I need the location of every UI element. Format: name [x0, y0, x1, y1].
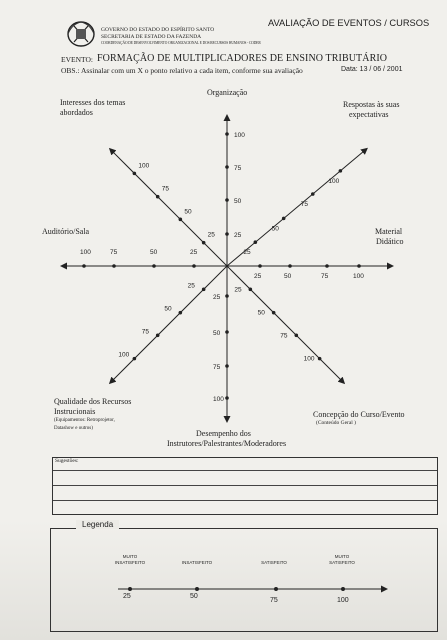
radar-scale-label-respostas-50: 50: [271, 225, 279, 233]
radar-scale-label-qualidade-75: 75: [141, 328, 149, 336]
radar-scale-label-material-25: 25: [254, 273, 262, 280]
org-line-2: SECRETARIA DE ESTADO DA FAZENDA: [101, 34, 202, 40]
radar-scale-label-desempenho-100: 100: [213, 396, 224, 403]
radar-scale-label-respostas-100: 100: [328, 177, 340, 185]
axis-label-qualidade-2: Instrucionais: [54, 407, 96, 416]
radar-scale-label-concepcao-100: 100: [303, 355, 315, 363]
form-title: AVALIAÇÃO DE EVENTOS / CURSOS: [268, 18, 430, 28]
radar-scale-label-material-75: 75: [321, 273, 329, 280]
suggestions-label: Sugestões:: [55, 458, 79, 464]
legend-value-75: 75: [270, 597, 278, 604]
radar-scale-label-interesses-50: 50: [184, 208, 192, 216]
axis-label-respostas-2: expectativas: [349, 110, 389, 119]
legend-point-75: [274, 587, 278, 591]
event-name: FORMAÇÃO DE MULTIPLICADORES DE ENSINO TRIBUTÁRIO: [97, 53, 388, 64]
radar-scale-label-interesses-100: 100: [138, 162, 150, 170]
org-line-1: GOVERNO DO ESTADO DO ESPÍRITO SANTO: [101, 27, 215, 33]
radar-scale-label-interesses-75: 75: [161, 185, 169, 193]
radar-scale-label-auditorio-100: 100: [80, 249, 91, 256]
event-label: EVENTO:: [61, 55, 93, 64]
axis-label-qualidade-3: (Equipamentos: Retroprojetor, Datashow e outros): [54, 418, 115, 431]
legend-value-50: 50: [190, 593, 198, 600]
radar-scale-label-auditorio-25: 25: [190, 249, 198, 256]
axis-label-respostas: Respostas às suas: [343, 100, 400, 109]
legend-item-line2: SATISFEITO: [329, 560, 355, 565]
radar-scale-label-interesses-25: 25: [207, 231, 215, 239]
radar-scale-label-respostas-25: 25: [243, 249, 251, 257]
axis-label-interesses: Interesses dos temas: [60, 98, 126, 107]
radar-scale-label-organizacao-25: 25: [234, 232, 242, 239]
radar-scale-label-respostas-75: 75: [300, 201, 309, 209]
radar-scale-label-material-100: 100: [353, 273, 364, 280]
radar-scale-label-desempenho-75: 75: [213, 364, 221, 371]
radar-scale-label-organizacao-50: 50: [234, 198, 242, 205]
axis-label-organizacao: Organização: [207, 88, 248, 97]
radar-scale-label-organizacao-75: 75: [234, 165, 242, 172]
legend-item-satisfeito: SATISFEITO: [261, 560, 287, 565]
radar-scale-label-qualidade-100: 100: [118, 351, 130, 359]
legend-value-100: 100: [337, 597, 349, 604]
legend-item-line1: MUITO: [122, 554, 138, 559]
axis-label-material: Material: [375, 227, 403, 236]
radar-scale-label-organizacao-100: 100: [234, 132, 245, 139]
instructions-text: OBS.: Assinalar com um X o ponto relativo a cada item, conforme sua avaliação: [61, 66, 303, 75]
radar-scale-label-concepcao-75: 75: [280, 332, 288, 340]
legend-item-line2: INSATISFEITO: [114, 560, 146, 565]
axis-label-desempenho-2: Instrutores/Palestrantes/Moderadores: [167, 439, 287, 448]
axis-label-auditorio: Auditório/Sala: [42, 227, 90, 236]
legend-value-25: 25: [123, 593, 131, 600]
legend-item-insatisfeito: INSATISFEITO: [181, 560, 213, 565]
legend-item-line1: MUITO: [334, 554, 350, 559]
axis-label-concepcao-2: (Conteúdo Geral ): [316, 420, 357, 426]
axis-label-qualidade: Qualidade dos Recursos: [54, 397, 132, 406]
event-date: Data: 13 / 06 / 2001: [341, 66, 403, 73]
legend-title: Legenda: [76, 520, 119, 529]
org-line-3: COORDENAÇÃO DE DESENVOLVIMENTO ORGANIZACIONAL E DOS RECURSOS HUMANOS - CODER: [101, 41, 261, 45]
radar-scale-label-concepcao-25: 25: [234, 286, 242, 294]
radar-scale-label-desempenho-50: 50: [213, 330, 221, 337]
legend-point-50: [195, 587, 199, 591]
radar-scale-label-material-50: 50: [284, 273, 292, 280]
radar-scale-label-qualidade-25: 25: [187, 282, 195, 290]
legend-point-100: [341, 587, 345, 591]
axis-label-desempenho: Desempenho dos: [196, 429, 251, 438]
axis-label-material-2: Didático: [376, 237, 404, 246]
legend-point-25: [128, 587, 132, 591]
radar-scale-label-desempenho-25: 25: [213, 294, 221, 301]
radar-scale-label-concepcao-50: 50: [257, 309, 265, 317]
radar-scale-label-qualidade-50: 50: [164, 305, 172, 313]
axis-label-interesses-2: abordados: [60, 108, 93, 117]
radar-scale-label-auditorio-75: 75: [110, 249, 118, 256]
axis-label-concepcao: Concepção do Curso/Evento: [313, 410, 405, 419]
radar-scale-label-auditorio-50: 50: [150, 249, 158, 256]
